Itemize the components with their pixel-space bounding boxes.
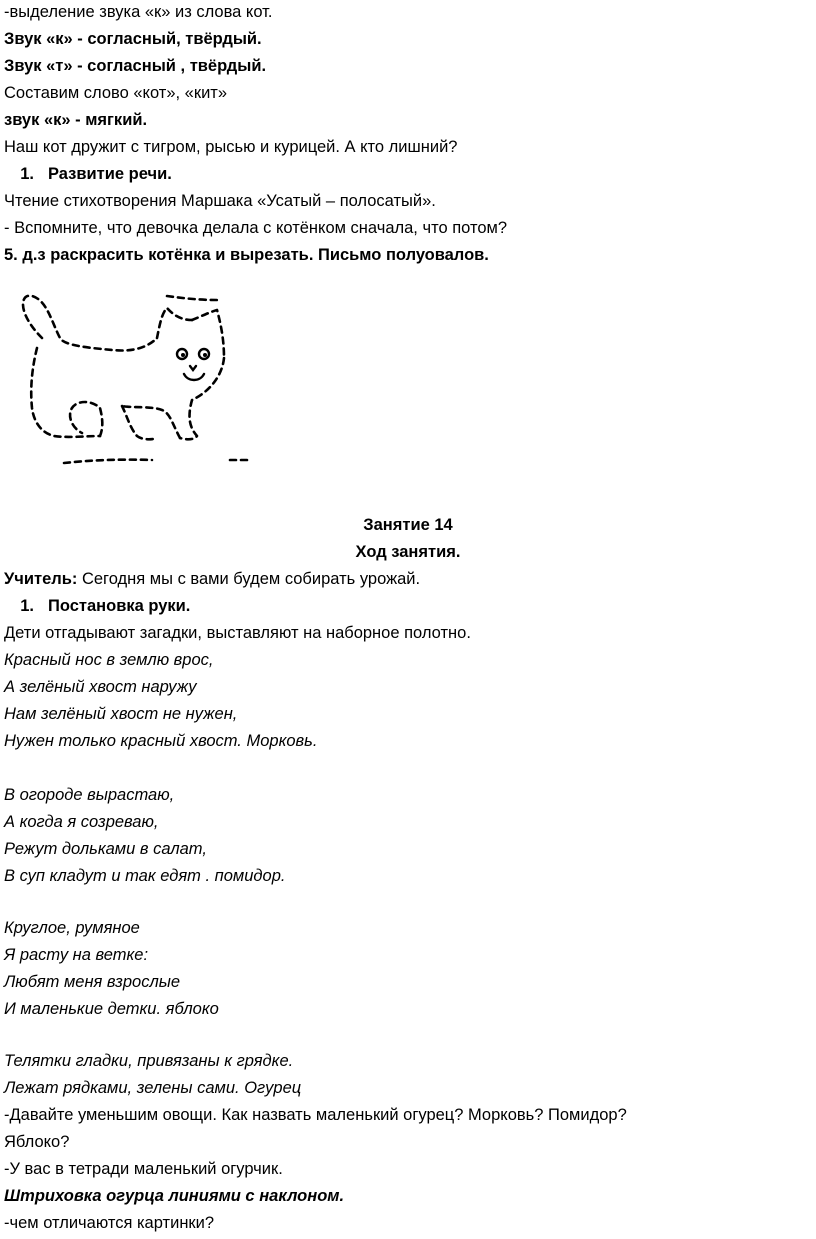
paragraph: Составим слово «кот», «кит» xyxy=(4,84,228,102)
paragraph: звук «к» - мягкий. xyxy=(4,111,148,129)
list-number: 1. xyxy=(20,165,34,183)
lesson-subtitle: Ход занятия. xyxy=(355,543,461,561)
riddle-line: Режут дольками в салат, xyxy=(4,840,207,858)
ground-line xyxy=(64,460,252,463)
kitten-leg-2 xyxy=(122,406,157,439)
kitten-back xyxy=(31,348,100,437)
riddle-line: А зелёный хвост наружу xyxy=(4,678,197,696)
paragraph: Звук «т» - согласный , твёрдый. xyxy=(4,57,267,75)
kitten-chest xyxy=(180,358,224,439)
kitten-head-top xyxy=(167,296,217,300)
paragraph: -выделение звука «к» из слова кот. xyxy=(4,3,273,21)
list-number: 1. xyxy=(20,597,34,615)
paragraph: Штриховка огурца линиями с наклоном. xyxy=(4,1187,345,1205)
section-heading xyxy=(6,164,172,184)
riddle-line: Я расту на ветке: xyxy=(4,946,149,964)
teacher-text: Сегодня мы с вами будем собирать урожай. xyxy=(77,570,421,588)
riddle-line: Любят меня взрослые xyxy=(4,973,181,991)
riddle-line: Нужен только красный хвост. Морковь. xyxy=(4,732,318,750)
riddle-line: В огороде вырастаю, xyxy=(4,786,175,804)
riddle-line: Нам зелёный хвост не нужен, xyxy=(4,705,238,723)
riddle-line: В суп кладут и так едят . помидор. xyxy=(4,867,286,885)
paragraph: - Вспомните, что девочка делала с котёнком сначала, что потом? xyxy=(4,219,508,237)
paragraph: -У вас в тетради маленький огурчик. xyxy=(4,1160,283,1178)
teacher-label: Учитель: xyxy=(4,570,78,588)
kitten-leg xyxy=(70,402,102,436)
riddle-line: Круглое, румяное xyxy=(4,919,140,937)
section-heading xyxy=(6,596,190,616)
riddle-line: А когда я созреваю, xyxy=(4,813,159,831)
section-title: Развитие речи. xyxy=(48,165,172,183)
teacher-line xyxy=(4,569,420,589)
kitten-mouth xyxy=(184,374,204,380)
section-title: Постановка руки. xyxy=(48,597,191,615)
riddle-line: И маленькие детки. яблоко xyxy=(4,1000,219,1018)
paragraph: 5. д.з раскрасить котёнка и вырезать. Письмо полуовалов. xyxy=(4,246,489,264)
riddle-line: Телятки гладки, привязаны к грядке. xyxy=(4,1052,294,1070)
lesson-title: Занятие 14 xyxy=(363,516,453,534)
paragraph: Звук «к» - согласный, твёрдый. xyxy=(4,30,262,48)
riddle-line: Красный нос в землю врос, xyxy=(4,651,214,669)
paragraph: Чтение стихотворения Маршака «Усатый – полосатый». xyxy=(4,192,436,210)
paragraph: Дети отгадывают загадки, выставляют на наборное полотно. xyxy=(4,624,471,642)
paragraph: -Давайте уменьшим овощи. Как назвать маленький огурец? Морковь? Помидор? xyxy=(4,1106,627,1124)
riddle-line: Лежат рядками, зелены сами. Огурец xyxy=(4,1079,302,1097)
dotted-kitten-picture xyxy=(12,288,262,473)
paragraph: -чем отличаются картинки? xyxy=(4,1214,215,1232)
kitten-ear-left xyxy=(157,308,192,338)
kitten-belly xyxy=(122,406,180,438)
kitten-nose xyxy=(190,366,196,370)
paragraph: Наш кот дружит с тигром, рысью и курицей. А кто лишний? xyxy=(4,138,458,156)
kitten-tail xyxy=(23,296,157,351)
paragraph: Яблоко? xyxy=(4,1133,70,1151)
